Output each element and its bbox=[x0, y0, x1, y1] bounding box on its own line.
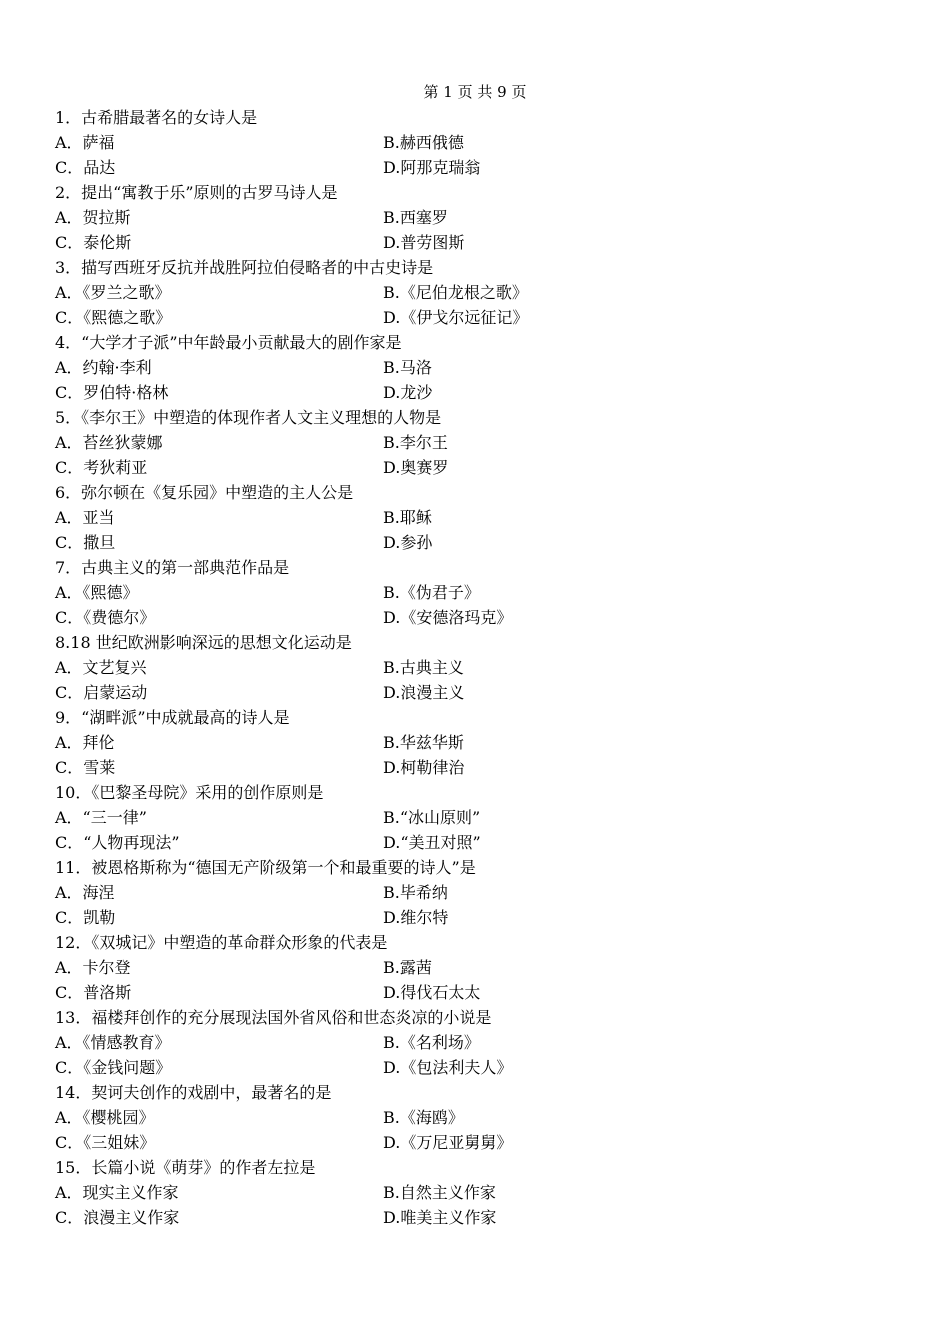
option-d: D.《伊戈尔远征记》 bbox=[383, 308, 529, 327]
option-d: D.柯勒律治 bbox=[383, 758, 465, 777]
option-a: A．卡尔登 bbox=[55, 958, 131, 977]
option-b: B.西塞罗 bbox=[383, 208, 448, 227]
option-b: B.耶稣 bbox=[383, 508, 432, 527]
option-a: A．文艺复兴 bbox=[55, 658, 147, 677]
option-c: C．《费德尔》 bbox=[55, 608, 156, 627]
option-d: D.《安德洛玛克》 bbox=[383, 608, 513, 627]
option-b: B.华兹华斯 bbox=[383, 733, 464, 752]
option-c: C．普洛斯 bbox=[55, 983, 132, 1002]
option-d: D.得伐石太太 bbox=[383, 983, 481, 1002]
option-row bbox=[55, 755, 895, 780]
option-d: D.龙沙 bbox=[383, 383, 433, 402]
option-row bbox=[55, 505, 895, 530]
option-row bbox=[55, 655, 895, 680]
option-row bbox=[55, 230, 895, 255]
option-a: A．现实主义作家 bbox=[55, 1183, 179, 1202]
option-d: D.参孙 bbox=[383, 533, 433, 552]
option-c: C．“人物再现法” bbox=[55, 833, 180, 852]
option-d: D.唯美主义作家 bbox=[383, 1208, 497, 1227]
option-c: C．撒旦 bbox=[55, 533, 116, 552]
option-d: D.奥赛罗 bbox=[383, 458, 449, 477]
option-d: D.阿那克瑞翁 bbox=[383, 158, 481, 177]
option-row bbox=[55, 530, 895, 555]
option-a: A．萨福 bbox=[55, 133, 115, 152]
option-a: A．《樱桃园》 bbox=[55, 1108, 155, 1127]
option-row bbox=[55, 1030, 895, 1055]
option-c: C．罗伯特·格林 bbox=[55, 383, 169, 402]
option-a: A．“三一律” bbox=[55, 808, 147, 827]
option-a: A．《罗兰之歌》 bbox=[55, 283, 171, 302]
page-indicator: 第 1 页 共 9 页 bbox=[423, 83, 527, 101]
question-stem: 1．古希腊最著名的女诗人是 bbox=[55, 108, 258, 127]
question-stem: 9．“湖畔派”中成就最高的诗人是 bbox=[55, 708, 290, 727]
option-row bbox=[55, 980, 895, 1005]
question-stem: 5．《李尔王》中塑造的体现作者人文主义理想的人物是 bbox=[55, 408, 442, 427]
question-stem: 8.18 世纪欧洲影响深远的思想文化运动是 bbox=[55, 633, 352, 652]
option-a: A．苔丝狄蒙娜 bbox=[55, 433, 163, 452]
option-row bbox=[55, 355, 895, 380]
option-row bbox=[55, 155, 895, 180]
question-stem: 3．描写西班牙反抗并战胜阿拉伯侵略者的中古史诗是 bbox=[55, 258, 434, 277]
question-stem: 11．被恩格斯称为“德国无产阶级第一个和最重要的诗人”是 bbox=[55, 858, 476, 877]
option-c: C．启蒙运动 bbox=[55, 683, 148, 702]
option-row bbox=[55, 1055, 895, 1080]
option-c: C．《熙德之歌》 bbox=[55, 308, 172, 327]
option-b: B.李尔王 bbox=[383, 433, 448, 452]
option-b: B.《名利场》 bbox=[383, 1033, 480, 1052]
option-d: D.维尔特 bbox=[383, 908, 449, 927]
option-b: B.自然主义作家 bbox=[383, 1183, 496, 1202]
option-c: C．品达 bbox=[55, 158, 116, 177]
option-a: A．海涅 bbox=[55, 883, 115, 902]
option-row bbox=[55, 205, 895, 230]
option-row bbox=[55, 130, 895, 155]
option-row bbox=[55, 580, 895, 605]
option-row bbox=[55, 430, 895, 455]
option-b: B.《尼伯龙根之歌》 bbox=[383, 283, 528, 302]
option-c: C．凯勒 bbox=[55, 908, 116, 927]
option-d: D.《包法利夫人》 bbox=[383, 1058, 513, 1077]
option-b: B.《海鸥》 bbox=[383, 1108, 464, 1127]
option-row bbox=[55, 305, 895, 330]
option-row bbox=[55, 830, 895, 855]
question-stem: 4．“大学才子派”中年龄最小贡献最大的剧作家是 bbox=[55, 333, 402, 352]
option-row bbox=[55, 730, 895, 755]
option-row bbox=[55, 455, 895, 480]
option-b: B.《伪君子》 bbox=[383, 583, 480, 602]
option-row bbox=[55, 880, 895, 905]
question-stem: 15．长篇小说《萌芽》的作者左拉是 bbox=[55, 1158, 316, 1177]
question-stem: 7．古典主义的第一部典范作品是 bbox=[55, 558, 290, 577]
option-row bbox=[55, 1180, 895, 1205]
option-c: C．《三姐妹》 bbox=[55, 1133, 156, 1152]
option-row bbox=[55, 1205, 895, 1230]
option-c: C．《金钱问题》 bbox=[55, 1058, 172, 1077]
option-b: B.“冰山原则” bbox=[383, 808, 481, 827]
option-row bbox=[55, 955, 895, 980]
option-row bbox=[55, 605, 895, 630]
question-stem: 13．福楼拜创作的充分展现法国外省风俗和世态炎凉的小说是 bbox=[55, 1008, 492, 1027]
option-row bbox=[55, 380, 895, 405]
option-c: C．雪莱 bbox=[55, 758, 116, 777]
option-row bbox=[55, 280, 895, 305]
option-row bbox=[55, 805, 895, 830]
option-b: B.古典主义 bbox=[383, 658, 464, 677]
question-stem: 2．提出“寓教于乐”原则的古罗马诗人是 bbox=[55, 183, 338, 202]
option-b: B.毕希纳 bbox=[383, 883, 448, 902]
option-row bbox=[55, 1130, 895, 1155]
question-list bbox=[55, 105, 895, 1230]
option-c: C．考狄莉亚 bbox=[55, 458, 148, 477]
question-stem: 6．弥尔顿在《复乐园》中塑造的主人公是 bbox=[55, 483, 354, 502]
option-c: C．浪漫主义作家 bbox=[55, 1208, 180, 1227]
option-b: B.马洛 bbox=[383, 358, 432, 377]
option-a: A．亚当 bbox=[55, 508, 115, 527]
option-row bbox=[55, 1105, 895, 1130]
option-d: D.《万尼亚舅舅》 bbox=[383, 1133, 513, 1152]
option-b: B.露茜 bbox=[383, 958, 432, 977]
option-a: A．拜伦 bbox=[55, 733, 115, 752]
option-c: C．泰伦斯 bbox=[55, 233, 132, 252]
option-row bbox=[55, 680, 895, 705]
option-row bbox=[55, 905, 895, 930]
option-a: A．《情感教育》 bbox=[55, 1033, 171, 1052]
option-d: D.“美丑对照” bbox=[383, 833, 481, 852]
question-stem: 14．契诃夫创作的戏剧中，最著名的是 bbox=[55, 1083, 332, 1102]
option-d: D.浪漫主义 bbox=[383, 683, 465, 702]
question-stem: 10．《巴黎圣母院》采用的创作原则是 bbox=[55, 783, 324, 802]
option-b: B.赫西俄德 bbox=[383, 133, 464, 152]
option-a: A．约翰·李利 bbox=[55, 358, 152, 377]
option-a: A．贺拉斯 bbox=[55, 208, 131, 227]
option-d: D.普劳图斯 bbox=[383, 233, 465, 252]
option-a: A．《熙德》 bbox=[55, 583, 139, 602]
question-stem: 12．《双城记》中塑造的革命群众形象的代表是 bbox=[55, 933, 388, 952]
